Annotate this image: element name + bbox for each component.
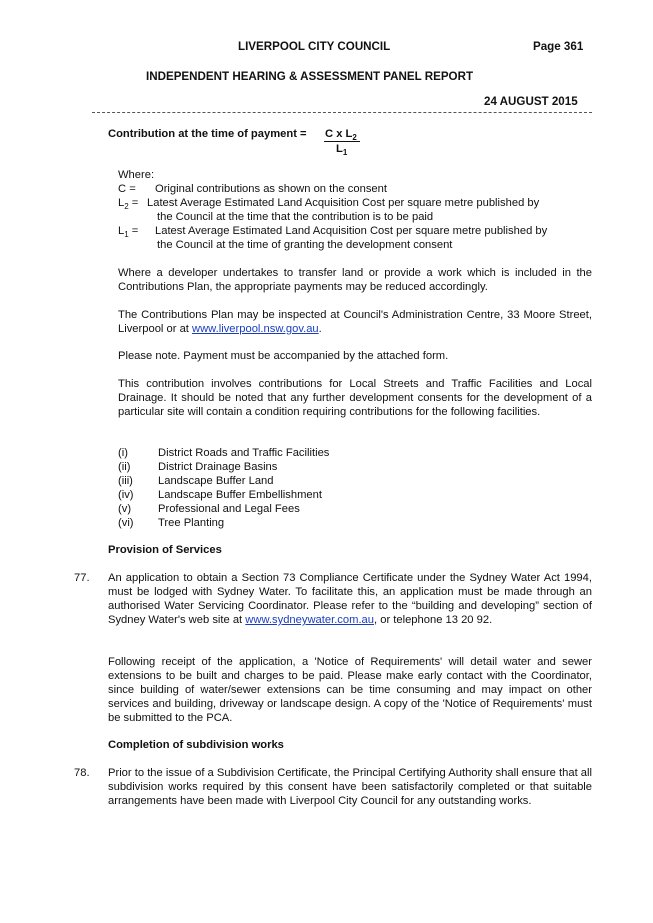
facility-text: District Drainage Basins — [158, 461, 278, 473]
header-divider — [92, 112, 592, 113]
facility-text: Professional and Legal Fees — [158, 503, 300, 515]
para-inspect — [118, 308, 592, 336]
para-developer: Where a developer undertakes to transfer land or provide a work which is included in the Contributions Plan, the appropriate payments may be reduced accordingly. — [118, 267, 592, 293]
formula-numerator-text: C x L — [325, 128, 353, 140]
condition-number-77: 77. — [74, 572, 90, 584]
report-date: 24 AUGUST 2015 — [484, 95, 578, 108]
facility-num: (ii) — [118, 461, 131, 473]
services-para1-text: An application to obtain a Section 73 Compliance Certificate under the Sydney Water Act 1994, must be lodged with Sydney Water. To facilitate this, an application must be made through an authorised Water Servicing Coordinator. Please refer to the “building and developing” section of Sydney Water's web site at — [108, 572, 592, 626]
where-symbol: L — [118, 197, 125, 209]
council-name: LIVERPOOL CITY COUNCIL — [238, 40, 391, 53]
liverpool-website-link[interactable]: www.liverpool.nsw.gov.au — [192, 323, 319, 335]
where-equals: = — [129, 183, 136, 195]
formula-numerator — [325, 127, 357, 142]
where-symbol-c — [118, 182, 136, 196]
where-symbol: C — [118, 183, 127, 195]
where-equals: = — [131, 197, 139, 209]
services-para1 — [108, 571, 592, 627]
where-title: Where: — [118, 169, 155, 181]
para-note: Please note. Payment must be accompanied by the attached form. — [118, 350, 449, 362]
where-desc-l2-line2: the Council at the time that the contribution is to be paid — [157, 211, 434, 223]
completion-para: Prior to the issue of a Subdivision Certificate, the Principal Certifying Authority shall ensure that all subdivision works required by this consent have been satisfactorily completed or that suitable arrangements have been made with Liverpool City Council for any outstanding works. — [108, 767, 592, 807]
para-inspect-text: The Contributions Plan may be inspected at Council's Administration Centre, 33 Moore Street, Liverpool or at — [118, 309, 592, 335]
where-equals: = — [131, 225, 139, 237]
where-symbol-l1 — [118, 224, 138, 239]
formula-numerator-sub: 2 — [352, 133, 357, 142]
services-para1-end: , or telephone 13 20 92. — [374, 614, 493, 626]
where-symbol-sub: 2 — [124, 202, 129, 211]
facility-num: (iv) — [118, 489, 134, 501]
formula-label: Contribution at the time of payment = — [108, 128, 307, 140]
facility-text: Tree Planting — [158, 517, 225, 529]
para-contributions: This contribution involves contributions for Local Streets and Traffic Facilities and Local Drainage. It should be noted that any further development consents for the development of a particular site will contain a condition requiring contributions for the following facilities. — [118, 378, 592, 418]
facility-text: Landscape Buffer Embellishment — [158, 489, 322, 501]
where-symbol-l2 — [118, 196, 138, 211]
formula-denominator-text: L — [336, 143, 343, 155]
where-desc-l1-line2: the Council at the time of granting the development consent — [157, 239, 453, 251]
page-number: Page 361 — [533, 40, 584, 53]
services-heading: Provision of Services — [108, 544, 222, 556]
completion-heading: Completion of subdivision works — [108, 739, 284, 751]
where-desc-l1-line1: Latest Average Estimated Land Acquisition Cost per square metre published by — [155, 225, 548, 237]
where-symbol: L — [118, 225, 125, 237]
formula-denominator-sub: 1 — [342, 148, 348, 157]
facility-num: (vi) — [118, 517, 134, 529]
condition-number-78: 78. — [74, 767, 90, 779]
facility-text: District Roads and Traffic Facilities — [158, 447, 330, 459]
where-desc-c: Original contributions as shown on the consent — [155, 183, 387, 195]
facility-num: (i) — [118, 447, 128, 459]
facility-num: (v) — [118, 503, 132, 515]
facility-num: (iii) — [118, 475, 133, 487]
facility-text: Landscape Buffer Land — [158, 475, 274, 487]
formula-denominator — [336, 142, 347, 157]
para-inspect-end: . — [318, 323, 322, 335]
services-para2: Following receipt of the application, a 'Notice of Requirements' will detail water and sewer extensions to be built and charges to be paid. Please make early contact with the Coordinator, since building of water/sewer extensions can be time consuming and may impact on other services and building, driveway or landscape design. A copy of the 'Notice of Requirements' must be submitted to the PCA. — [108, 656, 592, 724]
where-symbol-sub: 1 — [124, 230, 129, 239]
sydneywater-website-link[interactable]: www.sydneywater.com.au — [245, 614, 374, 626]
report-title: INDEPENDENT HEARING & ASSESSMENT PANEL REPORT — [146, 70, 474, 83]
where-desc-l2-line1: Latest Average Estimated Land Acquisition Cost per square metre published by — [147, 197, 540, 209]
